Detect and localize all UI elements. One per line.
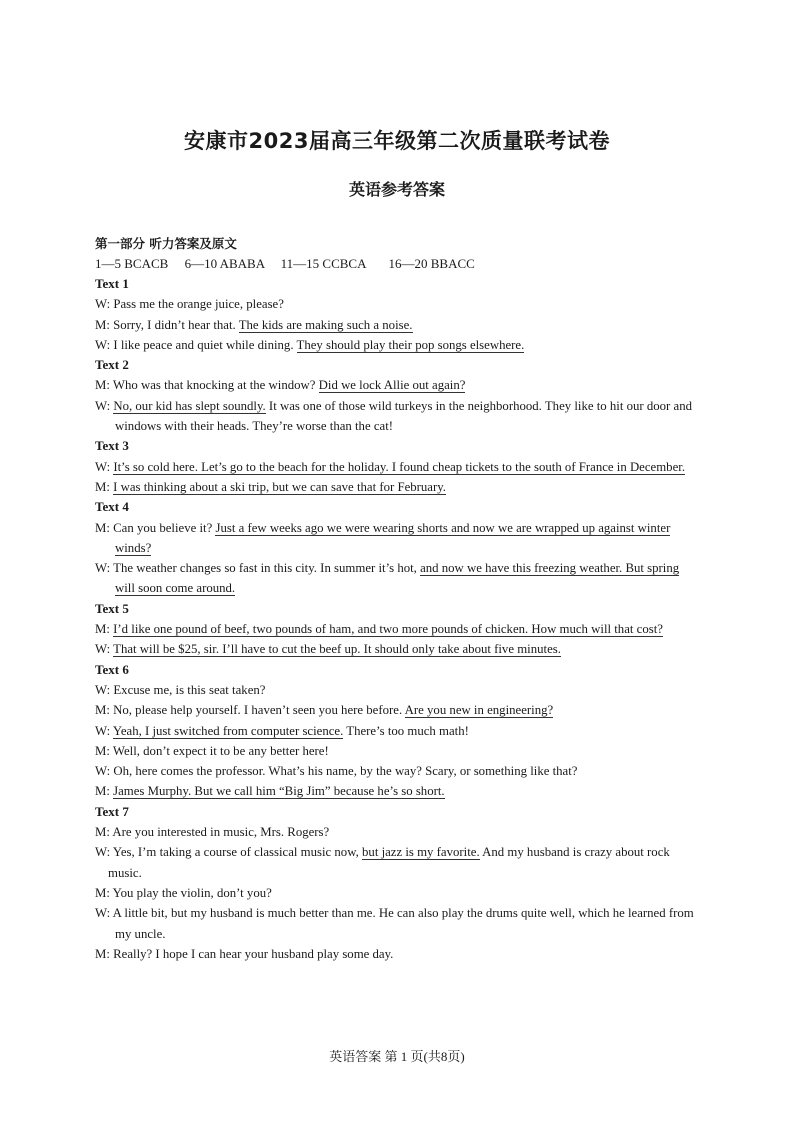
underlined-answer-span: No, our kid has slept soundly. <box>113 398 266 413</box>
transcript-block <box>95 274 701 355</box>
dialogue-text: M: Can you believe it? <box>95 520 216 535</box>
dialogue-line <box>95 822 701 842</box>
transcript-block <box>95 497 701 598</box>
dialogue-text: M: <box>95 479 114 494</box>
dialogue-line <box>95 477 701 497</box>
underlined-answer-span: Did we lock Allie out again? <box>318 378 466 393</box>
dialogue-line <box>95 903 701 944</box>
dialogue-text: W: I like peace and quiet while dining. <box>95 337 297 352</box>
underlined-answer-span: They should play their pop songs elsewhere. <box>296 337 525 352</box>
dialogue-line <box>95 639 701 659</box>
underlined-answer-span: That will be $25, sir. I’ll have to cut the beef up. It should only take about five minutes. <box>113 642 561 657</box>
transcript-block <box>95 660 701 802</box>
underlined-answer-span: It’s so cold here. Let’s go to the beach for the holiday. I found cheap tickets to the south of France in December. <box>113 459 686 474</box>
dialogue-text: M: <box>95 622 114 637</box>
transcript-block <box>95 802 701 964</box>
underlined-answer-span: Yeah, I just switched from computer science. <box>112 723 344 738</box>
document-title: 安康市2023届高三年级第二次质量联考试卷 <box>184 129 610 153</box>
dialogue-text: W: <box>95 723 113 738</box>
dialogue-text: M: Who was that knocking at the window? <box>95 378 319 393</box>
dialogue-line <box>95 883 701 903</box>
dialogue-line <box>95 396 701 437</box>
dialogue-line <box>95 315 701 335</box>
dialogue-text: M: <box>95 784 114 799</box>
dialogue-line <box>95 842 701 883</box>
dialogue-line <box>95 518 701 559</box>
answer-content <box>95 234 701 964</box>
text-label: Text 4 <box>95 499 129 515</box>
text-label: Text 2 <box>95 357 129 373</box>
underlined-answer-span: and now we have this freezing weather. But spring will soon come around. <box>115 561 680 596</box>
dialogue-text: W: <box>95 398 114 413</box>
dialogue-line <box>95 944 701 964</box>
dialogue-line <box>95 294 701 314</box>
text-label: Text 1 <box>95 276 129 291</box>
dialogue-line <box>95 741 701 761</box>
dialogue-text: W: Oh, here comes the professor. What’s his name, by the way? Scary, or something like that? <box>95 764 578 779</box>
document-subtitle: 英语参考答案 <box>348 180 445 199</box>
dialogue-text: W: <box>95 459 114 474</box>
dialogue-text: M: Well, don’t expect it to be any better here! <box>95 743 329 758</box>
dialogue-text: It was one of those wild turkeys in the neighborhood. They like to hit our door and windows with their heads. They’re worse than the cat! <box>115 398 692 434</box>
text-label: Text 5 <box>95 600 129 616</box>
underlined-answer-span: Just a few weeks ago we were wearing shorts and now we are wrapped up against winter winds? <box>115 520 671 555</box>
transcript-block <box>95 355 701 436</box>
dialogue-line <box>95 680 701 700</box>
underlined-answer-span: I’d like one pound of beef, two pounds of ham, and two more pounds of chicken. How much will that cost? <box>113 622 663 637</box>
dialogue-line <box>95 619 701 639</box>
dialogue-text: W: Pass me the orange juice, please? <box>95 297 284 312</box>
section-heading: 第一部分 听力答案及原文 <box>95 236 237 251</box>
dialogue-line <box>95 375 701 395</box>
dialogue-text: W: The weather changes so fast in this city. In summer it’s hot, <box>95 561 421 576</box>
underlined-answer-span: I was thinking about a ski trip, but we can save that for February. <box>113 479 447 494</box>
transcript-texts <box>95 274 701 964</box>
dialogue-line <box>95 700 701 720</box>
dialogue-text: M: Are you interested in music, Mrs. Rogers? <box>95 825 330 840</box>
dialogue-line <box>95 781 701 801</box>
answer-key-line: 1—5 BCACB 6—10 ABABA 11—15 CCBCA 16—20 BBACC <box>95 256 475 271</box>
dialogue-text: M: Really? I hope I can hear your husband play some day. <box>95 946 394 961</box>
text-label: Text 6 <box>95 661 129 677</box>
dialogue-text: W: Excuse me, is this seat taken? <box>95 682 266 697</box>
dialogue-line <box>95 761 701 781</box>
underlined-answer-span: Are you new in engineering? <box>404 703 554 718</box>
dialogue-text: W: A little bit, but my husband is much better than me. He can also play the drums quite well, which he learned from my uncle. <box>95 906 694 941</box>
dialogue-line <box>95 721 701 741</box>
dialogue-text: W: Yes, I’m taking a course of classical music now, <box>95 845 363 860</box>
underlined-answer-span: James Murphy. But we call him “Big Jim” because he’s so short. <box>113 784 445 799</box>
underlined-answer-span: but jazz is my favorite. <box>362 845 480 860</box>
dialogue-text: M: You play the violin, don’t you? <box>95 885 272 900</box>
dialogue-line <box>95 457 701 477</box>
transcript-block <box>95 599 701 660</box>
dialogue-text: M: No, please help yourself. I haven’t seen you here before. <box>95 703 405 718</box>
page-footer: 英语答案 第 1 页(共8页) <box>329 1049 465 1064</box>
transcript-block <box>95 436 701 497</box>
dialogue-text: There’s too much math! <box>343 723 469 738</box>
dialogue-line <box>95 335 701 355</box>
dialogue-text: M: Sorry, I didn’t hear that. <box>95 317 239 332</box>
underlined-answer-span: The kids are making such a noise. <box>238 317 413 332</box>
text-label: Text 3 <box>95 438 129 454</box>
dialogue-text: W: <box>95 642 114 657</box>
dialogue-text: And my husband is crazy about rock music. <box>108 845 670 880</box>
text-label: Text 7 <box>95 803 129 819</box>
dialogue-line <box>95 558 701 599</box>
